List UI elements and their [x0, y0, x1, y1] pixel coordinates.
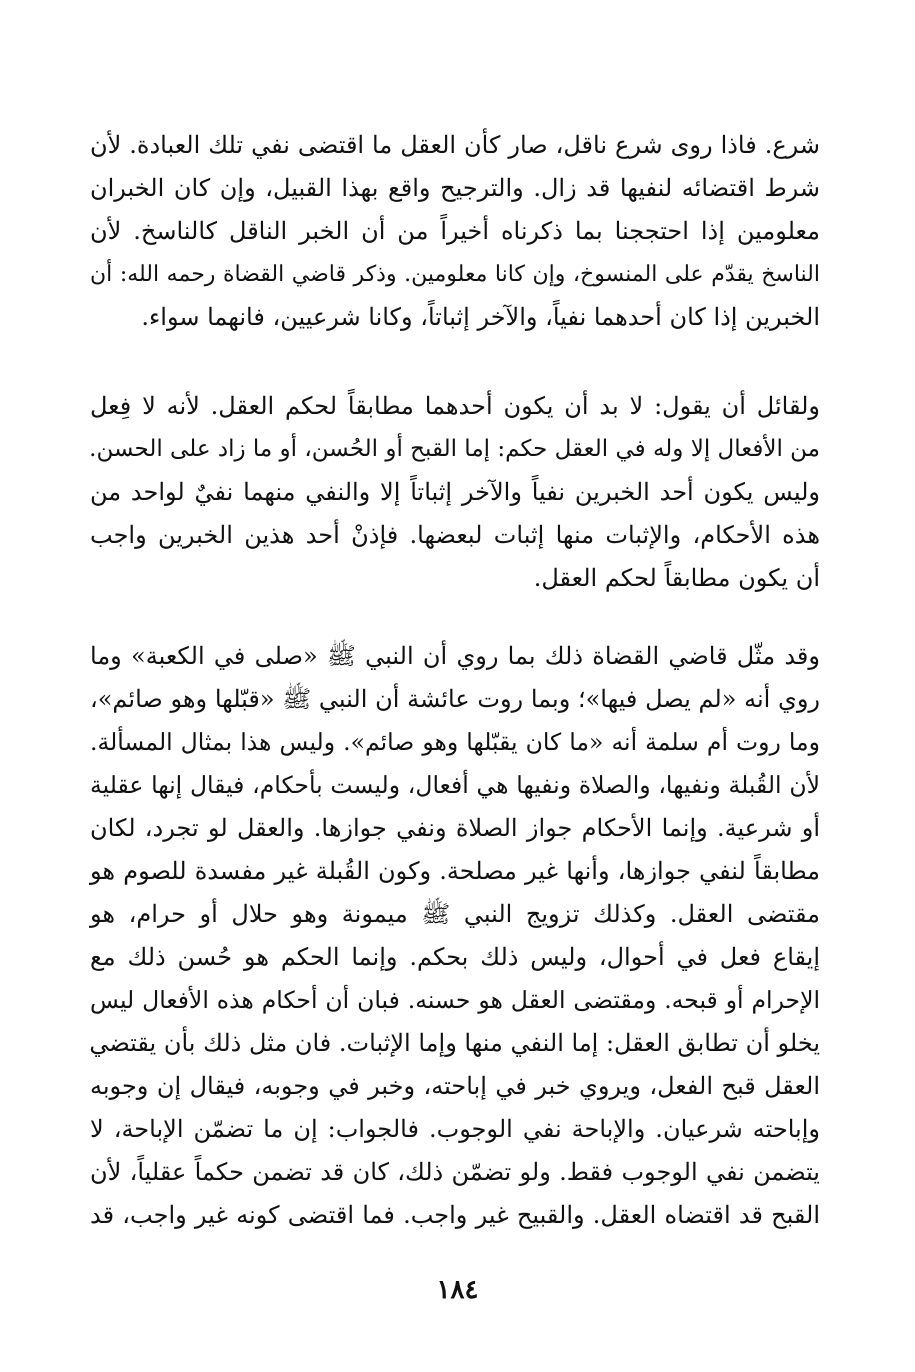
text-line: أن يكون مطابقاً لحكم العقل. — [533, 564, 820, 592]
text-line: الإحرام أو قبحه. ومقتضى العقل هو حسنه. فبان أن أحكام هذه الأفعال ليس — [90, 986, 820, 1014]
text-line: مطابقاً لنفي جوازها، وأنها غير مصلحة. وكون القُبلة غير مفسدة للصوم هو — [90, 857, 820, 885]
text-line: أو شرعية. وإنما الأحكام جواز الصلاة ونفي جوازها. والعقل لو تجرد، لكان — [90, 814, 820, 842]
text-line: شرع. فاذا روى شرع ناقل، صار كأن العقل ما اقتضى نفي تلك العبادة. لأن — [90, 131, 820, 159]
text-line: القبح قد اقتضاه العقل. والقبيح غير واجب. فما اقتضى كونه غير واجب، قد — [90, 1201, 820, 1229]
text-line: معلومين إذا احتججنا بما ذكرناه أخيراً من أن الخبر الناقل كالناسخ. لأن — [90, 217, 820, 245]
paragraph-1 — [90, 124, 820, 339]
text-line: من الأفعال إلا وله في العقل حكم: إما القبح أو الحُسن، أو ما زاد على الحسن. — [89, 436, 820, 462]
text-line: يخلو أن تطابق العقل: إما النفي منها وإما الإثبات. فان مثل ذلك بأن يقتضي — [89, 1029, 820, 1057]
text-line: هذه الأحكام، والإثبات منها إثبات لبعضها. فإذنْ أحد هذين الخبرين واجب — [90, 521, 820, 549]
text-line: إيقاع فعل في أحوال، وليس ذلك بحكم. وإنما الحكم هو حُسن ذلك مع — [90, 943, 820, 971]
page-number: ١٨٤ — [436, 1275, 479, 1305]
paragraph-2 — [90, 385, 820, 600]
text-line: ولقائل أن يقول: لا بد أن يكون أحدهما مطابقاً لحكم العقل. لأنه لا فِعل — [90, 392, 820, 420]
text-line: مقتضى العقل. وكذلك تزويج النبي ﷺ ميمونة وهو حلال أو حرام، هو — [90, 900, 821, 928]
text-line: وليس يكون أحد الخبرين نفياً والآخر إثباتاً إلا والنفي منهما نفيٌ لواحد من — [90, 478, 820, 506]
text-line: الخبرين إذا كان أحدهما نفياً، والآخر إثباتاً، وكانا شرعيين، فانهما سواء. — [141, 303, 820, 331]
text-line: العقل قبح الفعل، ويروي خبر في إباحته، وخبر في وجوبه، فيقال إن وجوبه — [90, 1072, 820, 1100]
text-line: روي أنه «لم يصل فيها»؛ وبما روت عائشة أن النبي ﷺ «قبّلها وهو صائم»، — [90, 685, 820, 713]
text-line: الناسخ يقدّم على المنسوخ، وإن كانا معلومين. وذكر قاضي القضاة رحمه الله: أن — [90, 262, 820, 287]
text-line: وقد مثّل قاضي القضاة ذلك بما روي أن النبي ﷺ «صلى في الكعبة» وما — [90, 642, 820, 670]
text-line: وإباحته شرعيان. والإباحة نفي الوجوب. فالجواب: إن ما تضمّن الإباحة، لا — [90, 1115, 820, 1143]
text-line: لأن القُبلة ونفيها، والصلاة ونفيها هي أفعال، وليست بأحكام، فيقال إنها عقلية — [90, 771, 820, 799]
text-line: وما روت أم سلمة أنه «ما كان يقبّلها وهو صائم». وليس هذا بمثال المسألة. — [90, 728, 820, 756]
text-line: يتضمن نفي الوجوب فقط. ولو تضمّن ذلك، كان قد تضمن حكماً عقلياً، لأن — [90, 1158, 820, 1186]
paragraph-3 — [90, 635, 820, 1237]
text-line: شرط اقتضائه لنفيها قد زال. والترجيح واقع بهذا القبيل، وإن كان الخبران — [90, 174, 820, 202]
